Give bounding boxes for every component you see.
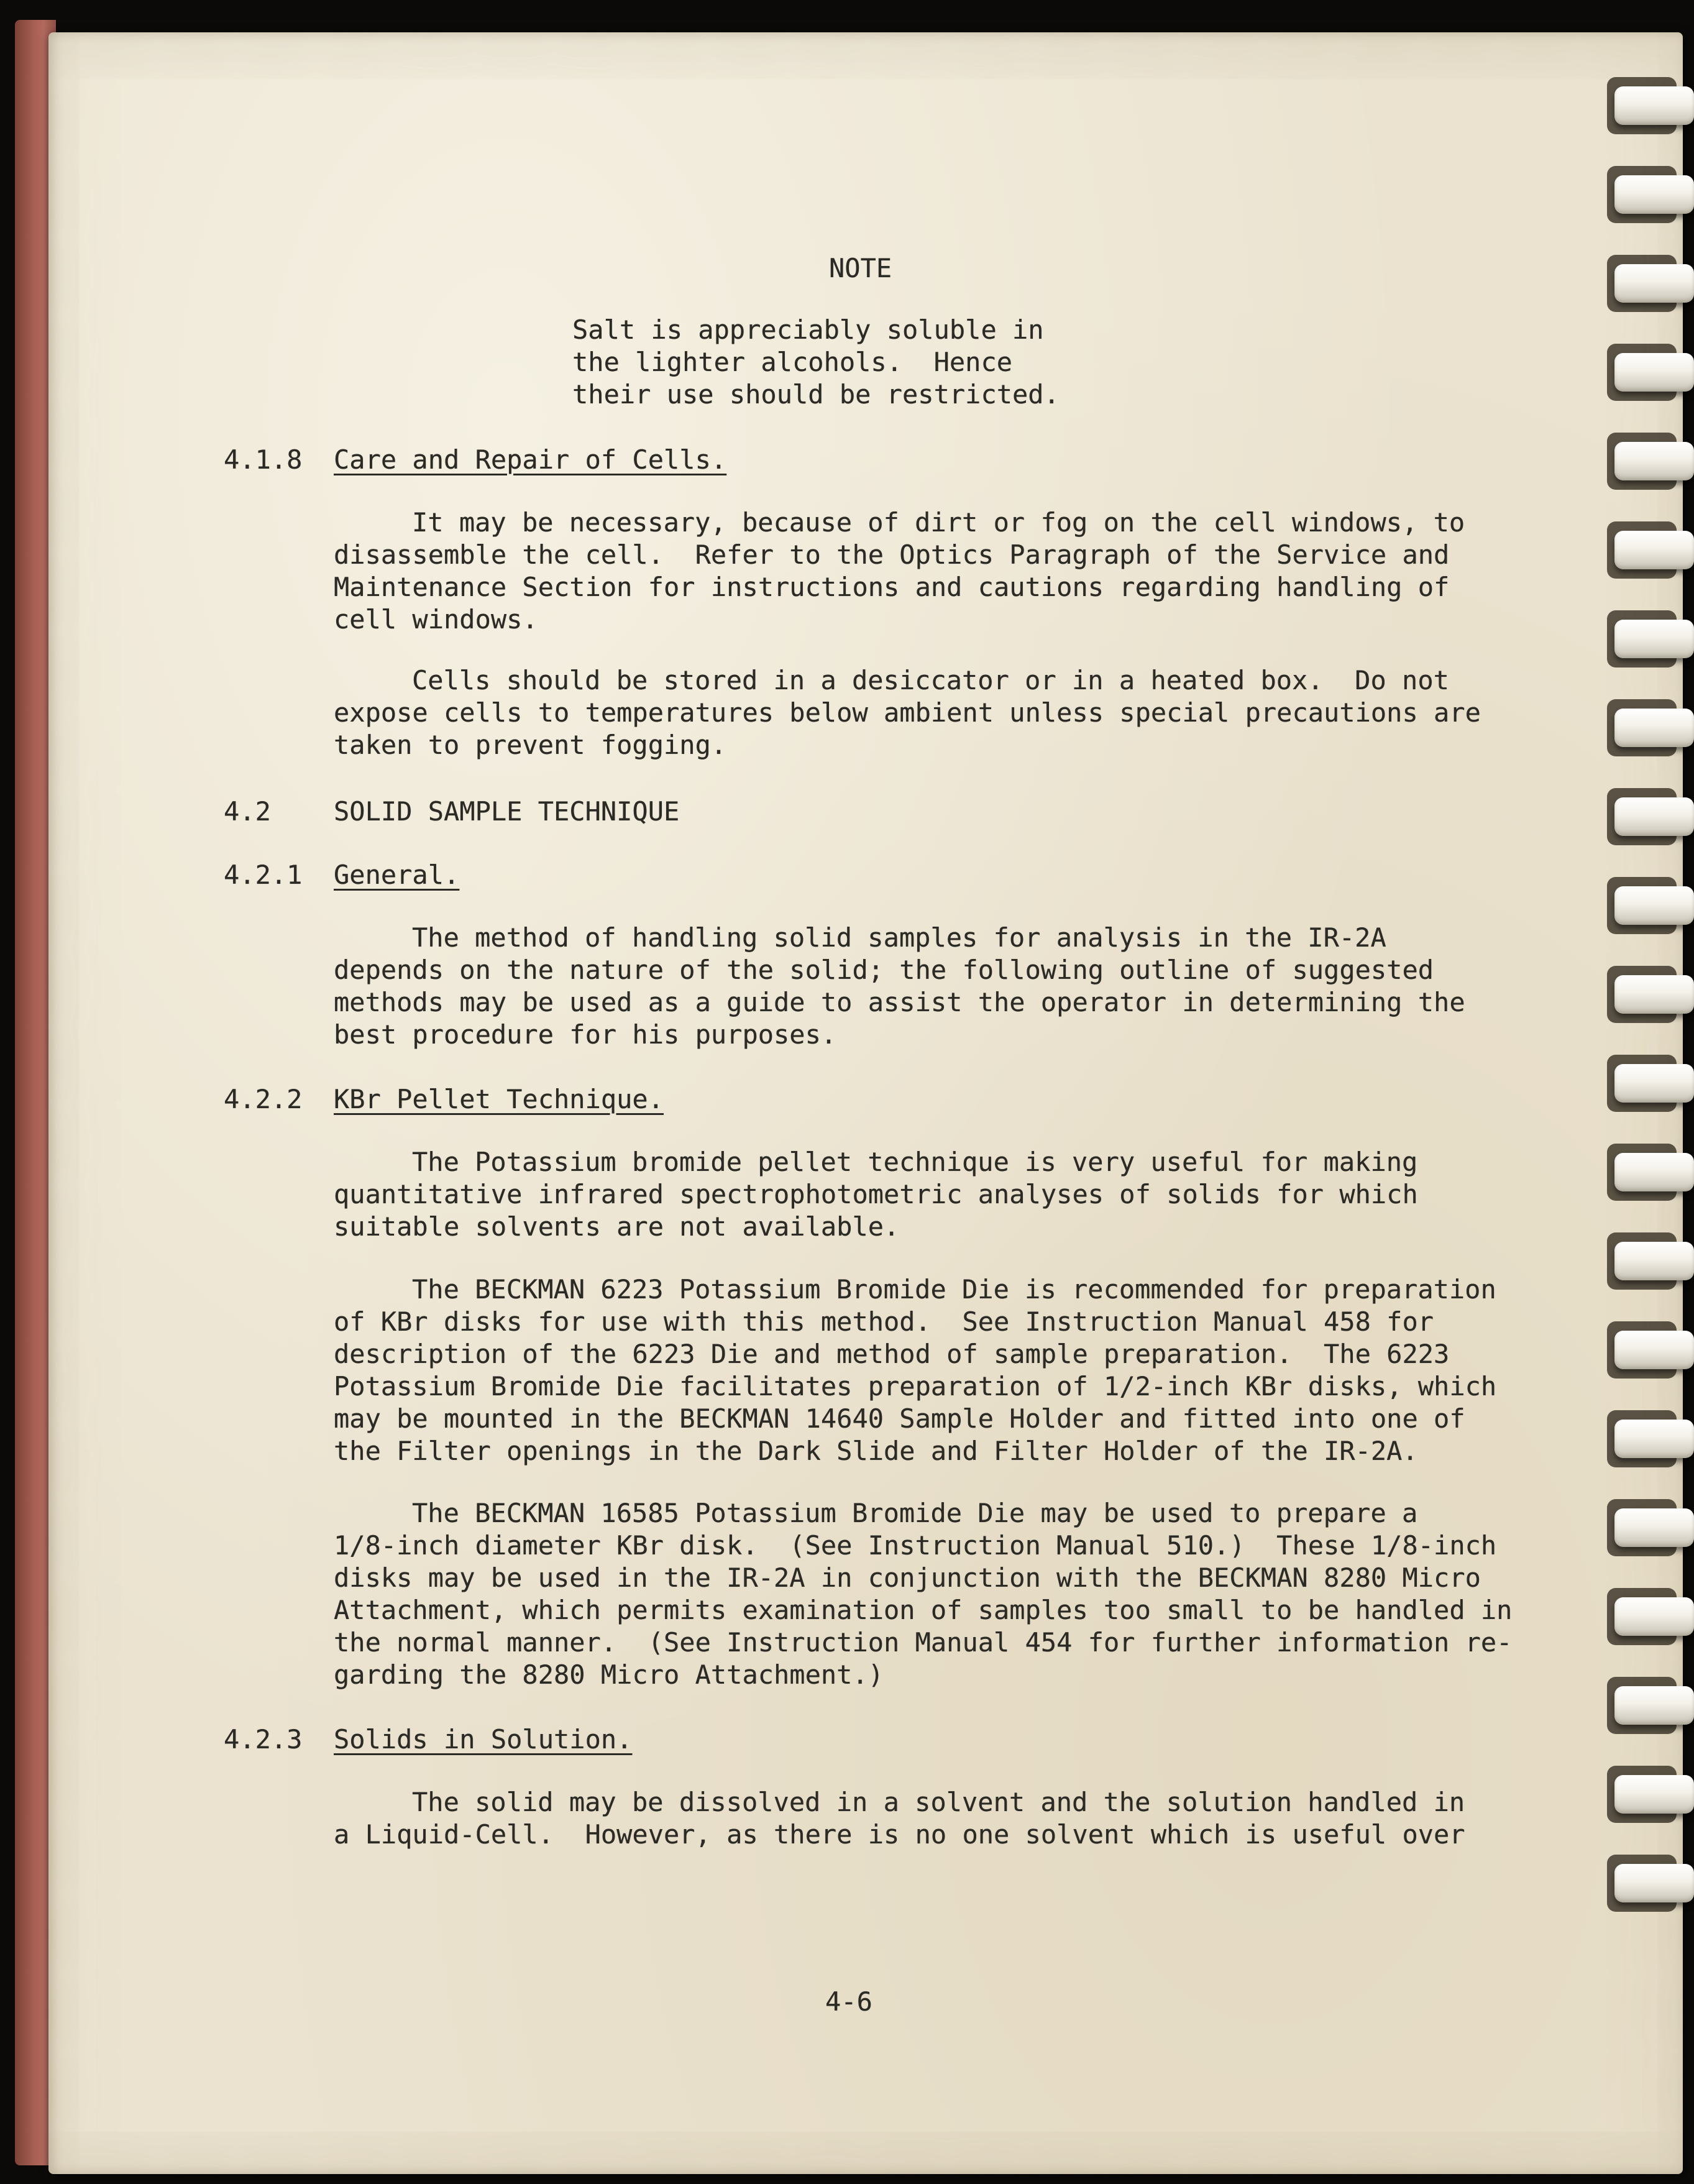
text-line: Cells should be stored in a desiccator or in a heated box. Do not bbox=[412, 665, 1449, 695]
text-line: 1/8-inch diameter KBr disk. (See Instruction Manual 510.) These 1/8-inch bbox=[334, 1530, 1497, 1561]
binding-ring bbox=[1614, 1864, 1694, 1902]
binding-ring bbox=[1614, 1686, 1694, 1725]
text-line: of KBr disks for use with this method. See Instruction Manual 458 for bbox=[334, 1306, 1434, 1337]
binding-ring bbox=[1614, 1775, 1694, 1814]
text-line: description of the 6223 Die and method of sample preparation. The 6223 bbox=[334, 1339, 1450, 1369]
section-number: 4.2.1 bbox=[224, 860, 303, 890]
text-line: The BECKMAN 16585 Potassium Bromide Die may be used to prepare a bbox=[412, 1498, 1418, 1528]
binding-ring bbox=[1614, 1508, 1694, 1547]
text-line: expose cells to temperatures below ambient unless special precautions are bbox=[334, 697, 1481, 728]
binding-ring bbox=[1614, 1242, 1694, 1280]
text-line: Maintenance Section for instructions and cautions regarding handling of bbox=[334, 572, 1450, 602]
text-line: The BECKMAN 6223 Potassium Bromide Die is recommended for preparation bbox=[412, 1274, 1496, 1305]
section-title: SOLID SAMPLE TECHNIQUE bbox=[334, 796, 680, 827]
binding-ring bbox=[1614, 975, 1694, 1014]
text-line: disassemble the cell. Refer to the Optics Paragraph of the Service and bbox=[334, 539, 1450, 570]
text-line: the normal manner. (See Instruction Manual 454 for further information re- bbox=[334, 1627, 1513, 1658]
text-line: a Liquid-Cell. However, as there is no one solvent which is useful over bbox=[334, 1819, 1465, 1850]
binding-ring bbox=[1614, 531, 1694, 569]
section-number: 4.1.8 bbox=[224, 444, 303, 475]
text-line: the Filter openings in the Dark Slide and Filter Holder of the IR-2A. bbox=[334, 1436, 1418, 1466]
text-line: suitable solvents are not available. bbox=[334, 1211, 900, 1242]
section-title: Solids in Solution. bbox=[334, 1724, 633, 1755]
text-line: quantitative infrared spectrophotometric analyses of solids for which bbox=[334, 1179, 1418, 1209]
binding-ring bbox=[1614, 86, 1694, 125]
section-number: 4.2.2 bbox=[224, 1084, 303, 1114]
text-line: The method of handling solid samples for analysis in the IR-2A bbox=[412, 922, 1386, 953]
section-title: Care and Repair of Cells. bbox=[334, 444, 727, 475]
binding-ring bbox=[1614, 1597, 1694, 1636]
section-title: KBr Pellet Technique. bbox=[334, 1084, 664, 1114]
note-heading: NOTE bbox=[829, 253, 892, 283]
text-line: The solid may be dissolved in a solvent and the solution handled in bbox=[412, 1787, 1465, 1817]
binding-ring bbox=[1614, 175, 1694, 214]
binding-ring bbox=[1614, 353, 1694, 392]
section-number: 4.2.3 bbox=[224, 1724, 303, 1755]
text-line: Potassium Bromide Die facilitates preparation of 1/2-inch KBr disks, which bbox=[334, 1371, 1497, 1402]
section-number: 4.2 bbox=[224, 796, 271, 827]
binding-ring bbox=[1614, 1420, 1694, 1458]
binding-ring bbox=[1614, 620, 1694, 658]
text-line: Salt is appreciably soluble in bbox=[572, 314, 1044, 345]
page-number: 4-6 bbox=[825, 1986, 872, 2017]
text-line: The Potassium bromide pellet technique is very useful for making bbox=[412, 1147, 1418, 1177]
text-line: their use should be restricted. bbox=[572, 379, 1060, 410]
text-line: depends on the nature of the solid; the following outline of suggested bbox=[334, 955, 1434, 985]
binding-ring bbox=[1614, 1064, 1694, 1103]
text-line: the lighter alcohols. Hence bbox=[572, 347, 1013, 377]
binding-ring bbox=[1614, 442, 1694, 480]
binding-ring bbox=[1614, 797, 1694, 836]
section-title: General. bbox=[334, 860, 460, 890]
binding-ring bbox=[1614, 1331, 1694, 1369]
text-line: It may be necessary, because of dirt or fog on the cell windows, to bbox=[412, 507, 1465, 538]
binding-ring bbox=[1614, 264, 1694, 303]
text-line: disks may be used in the IR-2A in conjunction with the BECKMAN 8280 Micro bbox=[334, 1562, 1481, 1593]
binding-ring bbox=[1614, 709, 1694, 747]
text-line: garding the 8280 Micro Attachment.) bbox=[334, 1659, 884, 1690]
text-line: Attachment, which permits examination of samples too small to be handled in bbox=[334, 1595, 1513, 1625]
binding-ring bbox=[1614, 1153, 1694, 1191]
text-line: best procedure for his purposes. bbox=[334, 1019, 837, 1050]
text-line: may be mounted in the BECKMAN 14640 Sample Holder and fitted into one of bbox=[334, 1403, 1465, 1434]
binding-ring bbox=[1614, 886, 1694, 925]
text-line: cell windows. bbox=[334, 604, 538, 635]
text-line: methods may be used as a guide to assist the operator in determining the bbox=[334, 987, 1465, 1017]
text-line: taken to prevent fogging. bbox=[334, 730, 727, 760]
